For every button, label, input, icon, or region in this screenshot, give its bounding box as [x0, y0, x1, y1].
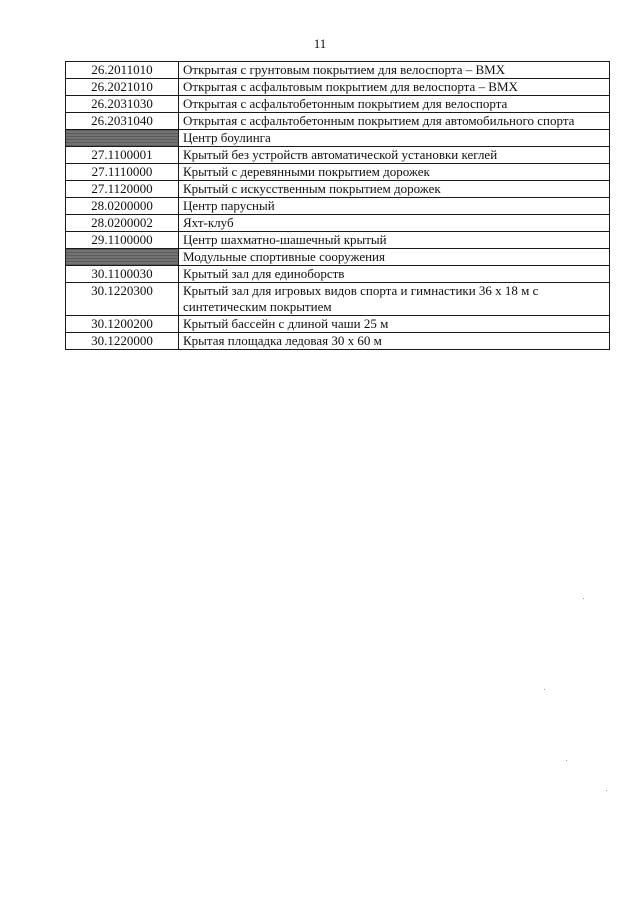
code-cell: 30.1220000 [66, 333, 179, 350]
name-cell: Центр шахматно-шашечный крытый [179, 232, 610, 249]
name-cell: Крытый с деревянными покрытием дорожек [179, 164, 610, 181]
code-cell: 27.1100001 [66, 147, 179, 164]
page-number: 11 [313, 36, 327, 51]
name-cell: Открытая с асфальтобетонным покрытием для автомобильного спорта [179, 113, 610, 130]
code-cell: 26.2031040 [66, 113, 179, 130]
code-cell: 27.1120000 [66, 181, 179, 198]
code-cell: 30.1100030 [66, 266, 179, 283]
table-row [66, 283, 610, 316]
code-cell: 28.0200002 [66, 215, 179, 232]
name-cell: Открытая с асфальтобетонным покрытием для велоспорта [179, 96, 610, 113]
code-cell: 29.1100000 [66, 232, 179, 249]
table-row [66, 232, 610, 249]
name-cell: Крытый с искусственным покрытием дорожек [179, 181, 610, 198]
code-cell-shaded [66, 130, 179, 147]
code-cell: 28.0200000 [66, 198, 179, 215]
scan-speck [583, 598, 584, 599]
code-cell-shaded [66, 249, 179, 266]
code-cell: 27.1110000 [66, 164, 179, 181]
scan-speck [566, 760, 567, 761]
name-cell: Центр парусный [179, 198, 610, 215]
classification-table [65, 61, 610, 350]
name-cell: Модульные спортивные сооружения [179, 249, 610, 266]
table-row [66, 164, 610, 181]
table-row [66, 62, 610, 79]
table-row [66, 130, 610, 147]
table-row [66, 79, 610, 96]
table-row [66, 147, 610, 164]
code-cell: 26.2021010 [66, 79, 179, 96]
name-cell: Крытая площадка ледовая 30 х 60 м [179, 333, 610, 350]
table-row [66, 198, 610, 215]
table-row [66, 96, 610, 113]
code-cell: 30.1220300 [66, 283, 179, 316]
table-row [66, 266, 610, 283]
name-cell: Открытая с грунтовым покрытием для велоспорта – BMX [179, 62, 610, 79]
table-row [66, 215, 610, 232]
name-cell: Крытый зал для единоборств [179, 266, 610, 283]
scan-speck [544, 689, 545, 690]
table-row [66, 333, 610, 350]
name-cell: Центр боулинга [179, 130, 610, 147]
name-cell: Крытый бассейн с длиной чаши 25 м [179, 316, 610, 333]
scan-speck [606, 790, 607, 791]
name-cell: Крытый зал для игровых видов спорта и гимнастики 36 х 18 м с синтетическим покрытием [179, 283, 610, 316]
table-row [66, 181, 610, 198]
table-row [66, 249, 610, 266]
code-cell: 26.2011010 [66, 62, 179, 79]
table-body [66, 62, 610, 350]
table-row [66, 316, 610, 333]
code-cell: 30.1200200 [66, 316, 179, 333]
name-cell: Открытая с асфальтовым покрытием для велоспорта – BMX [179, 79, 610, 96]
name-cell: Крытый без устройств автоматической установки кеглей [179, 147, 610, 164]
table-row [66, 113, 610, 130]
code-cell: 26.2031030 [66, 96, 179, 113]
name-cell: Яхт-клуб [179, 215, 610, 232]
